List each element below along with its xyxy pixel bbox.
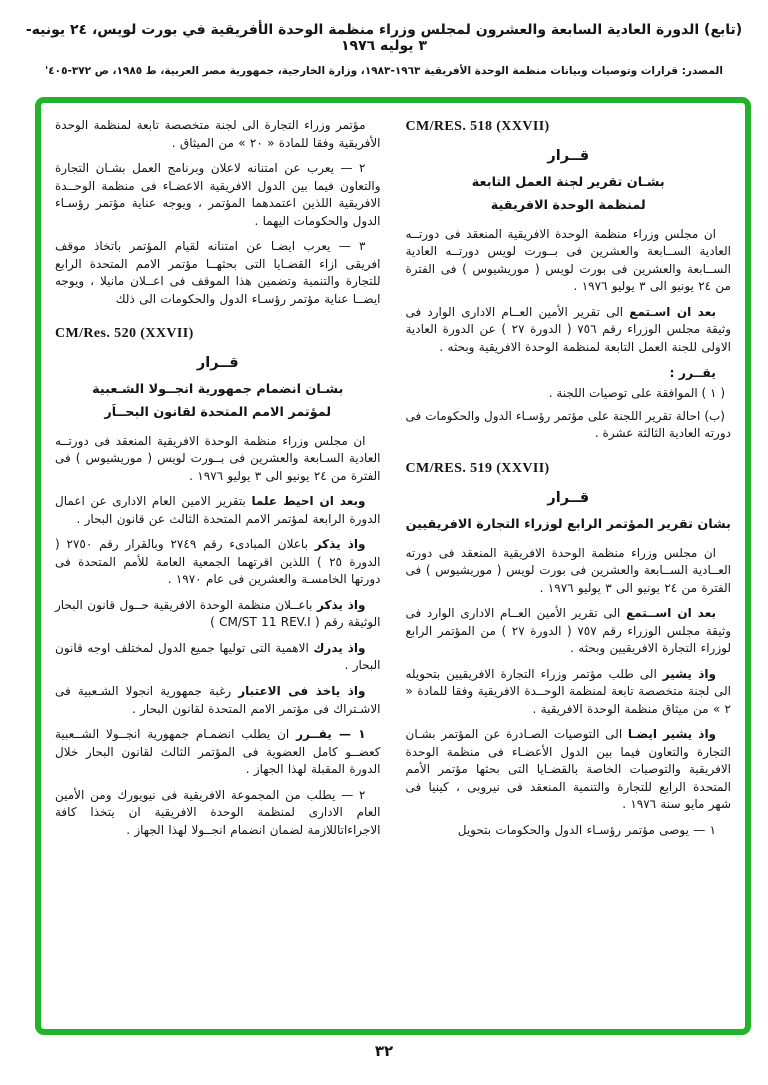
res518-report-rest: الى تقرير الأمين العــام الادارى الوارد فى وثيقة مجلس الوزراء رقم ٧٥٦ ( الدورة ٢٧ ) عن الدورة العادية الاولى للجنة العمل التابعة لمنظمة الوحدة الافريقية وبحثه . <box>405 304 731 354</box>
res519-preamble-paragraph: ان مجلس وزراء منظمة الوحدة الافريقية المنعقد فى دورته العــادية الســابعة والعشرين فى بورت لويس ( موريشيوس ) فى الفترة من ٢٤ يونيو الى ٣ يوليو ١٩٧٦ . <box>405 545 731 595</box>
res519-referring1-rest: الى طلب مؤتمر وزراء التجارة الافريقيين بتحويله الى لجنة متخصصة تابعة لمنظمة الوحــدة الافريقية وفقا للمادة « ٢ » من ميثاق منظمة الوحدة الافريقية . <box>405 666 731 716</box>
res519-referring2-lead: واذ يشير ايضـا <box>627 727 717 742</box>
column-right <box>406 115 732 1019</box>
res520-decide1-paragraph <box>55 726 381 779</box>
res518-preamble-paragraph: ان مجلس وزراء منظمة الوحدة الافريقية المنعقد فى دورتــه العادية الســابعة والعشرين فى بــورت لويس دورتــه العادية الســابعة والعشرين فى بورت لويس ( موريشيوس ) فى الفترة من ٢٤ يونيو الى ٣ يوليو ١٩٧٦ . <box>405 226 731 294</box>
res518-item-a: ( ١ ) الموافقة على توصيات اللجنة . <box>548 386 725 401</box>
res520-decide1-lead: ١ — يقــرر <box>296 727 366 742</box>
res520-recall2-rest: باعــلان منظمة الوحدة الافريقية حــول قانون البحار الوثيقة رقم ( CM/ST 11 REV.I ) <box>55 597 381 630</box>
res519-referring2-rest: الى التوصيات الصـادرة عن المؤتمر بشـان التجارة والتعاون فيما بين الدول الأعضـاء فى منظمة الوحدة الافريقية والتوصيات الخاصة بالقضـايا التى بحثها مؤتمر الأمم المتحدة الرابع للتجارة والتنمية المنعقد فى نيروبى ، كينيا فى شهر مايو سنة ١٩٧٦ . <box>405 727 731 812</box>
res520-title: قــرار <box>196 355 239 372</box>
page-number: ٣٢ <box>374 1042 394 1060</box>
res520-subtitle-block <box>55 380 381 423</box>
res518-title: قــرار <box>547 148 590 164</box>
page-header <box>20 22 748 77</box>
res520-recall2-paragraph <box>55 597 381 632</box>
res520-considering-lead: واذ ياخذ فى الاعتبار <box>238 684 366 698</box>
res520-decide1-rest: ان يطلب انضمـام جمهورية انجــولا الشــعبية كعضــو كامل العضوية فى المؤتمر الثالث لقانون البحار خلال الدورة المقبلة لهذا الجهاز . <box>55 727 381 777</box>
res519-report-paragraph <box>406 605 732 658</box>
two-column-layout <box>55 115 731 1019</box>
res519-item3-paragraph: ٣ — يعرب ايضـا عن امتنانه لقيام المؤتمر باتخاذ موقف افريقى ازاء القضـايا التى بحثهــا مؤتمر الامم المتحدة الرابع للتجارة والتنمية وتضمين هذا الموقف فى اعــلان مانيلا ، ويوجه ايضــا عناية مؤتمر رؤسـاء الدول والحكومات الى ذلك <box>55 239 381 306</box>
res520-recall1-rest: باعلان المبادىء رقم ٢٧٤٩ وبالقرار رقم ٢٧٥٠ ( الدورة ٢٥ ) اللذين اقرتهما الجمعية العامة للأمم المتحدة فى دورتها الخامسـة والعشرين فى عام ١٩٧٠ . <box>55 537 381 587</box>
res519-continuation-paragraph: مؤتمر وزراء التجارة الى لجنة متخصصة تابعة لمنظمة الوحدة الأفريقية وفقا للمادة « ٢٠ » من الميثاق . <box>55 118 381 150</box>
res520-recall1-lead: واذ يذكر <box>314 537 366 552</box>
res520-decide2-paragraph: ٢ — يطلب من المجموعة الافريقية فى نيويورك ومن الأمين العام الادارى لمنظمة الوحدة الافريقية ان يتخذا كافة الاجراءاتاللازمة لضمان انضمام انجــولا لهذا الجهاز . <box>55 787 381 837</box>
res520-aware-paragraph <box>55 640 381 675</box>
column-left <box>55 115 381 1019</box>
res518-subtitle-block <box>406 173 732 216</box>
res519-item2-paragraph: ٢ — يعرب عن امتنانه لاعلان وبرنامج العمل بشـان التجارة والتعاون فيما بين الدول الافريقية الاعضـاء فى منظمة الوحــدة الافريقية اللذين اعتمدهما المؤتمر ، ويوجه عناية مؤتمر رؤسـاء الدول والحكومات اليهما . <box>55 161 381 228</box>
res519-referring2-paragraph <box>406 726 732 814</box>
res520-recall1-paragraph <box>55 536 381 589</box>
source-citation: المصدر: قرارات وتوصيات وبيانات منظمة الوحدة الأفريقية ١٩٦٣-١٩٨٣، وزارة الخارجية، جمهورية مصر العربية، ط ١٩٨٥، ص ٣٧٢-٤٠٥' <box>45 65 723 77</box>
res518-code: CM/RES. 518 (XXVII) <box>405 119 550 134</box>
res519-subtitle-line1: بشان تقرير المؤتمر الرابع لوزراء التجارة الافريقيين <box>405 516 731 532</box>
res518-item-b: (ب) احالة تقرير اللجنة على مؤتمر رؤسـاء الدول والحكومات فى دورته العادية الثالثة عشرة . <box>405 408 731 441</box>
res519-title: قــرار <box>547 489 590 506</box>
res520-noted-paragraph <box>55 493 381 528</box>
res519-recommend-paragraph: ١ — يوصى مؤتمر رؤسـاء الدول والحكومات بتحويل <box>457 822 716 837</box>
res518-decides-label: يقــرر : <box>669 365 716 381</box>
res520-recall2-lead: واذ يذكر <box>317 597 366 612</box>
res520-considering-rest: رغبة جمهورية انجولا الشـعبية فى الاشـتراك فى مؤتمر الامم المتحدة لقانون البحار . <box>55 684 381 716</box>
session-title: (تابع) الدورة العادية السابعة والعشرون لمجلس وزراء منظمة الوحدة الأفريقية في بورت لويس، ٢٤ يونيه- ٣ يوليه ١٩٧٦ <box>25 22 743 54</box>
document-frame <box>35 97 751 1035</box>
res520-aware-rest: الاهمية التى توليها جميع الدول لمختلف اوجه قانون البحار . <box>55 640 381 673</box>
res519-report-lead: بعد ان اســتمع <box>626 606 717 621</box>
res518-report-paragraph <box>406 304 732 357</box>
res520-aware-lead: واذ يدرك <box>313 640 366 655</box>
res520-subtitle-line1: بشـان انضمام جمهورية انجــولا الشـعبية <box>92 382 344 398</box>
res519-referring1-lead: واذ يشير <box>662 666 716 681</box>
res518-subtitle-line2: لمنظمة الوحدة الافريقية <box>490 197 646 213</box>
res520-considering-paragraph <box>55 683 381 718</box>
res520-code: CM/Res. 520 (XXVII) <box>55 326 194 342</box>
res519-subtitle-block <box>406 515 732 535</box>
res519-code: CM/RES. 519 (XXVII) <box>405 460 550 476</box>
res520-subtitle-line2: لمؤتمر الامم المتحدة لقانون البحــاَر <box>104 404 332 420</box>
res519-referring1-paragraph <box>406 666 732 719</box>
res519-report-rest: الى تقرير الأمين العــام الادارى الوارد فى وثيقة مجلس الوزراء رقم ٧٥٧ ( الدورة ٢٧ ) من المؤتمر الرابع لوزراء التجارة الافريقيين وبحثه . <box>405 606 731 656</box>
res518-subtitle-line1: بشـان تقرير لجنة العمل التابعة <box>471 175 665 190</box>
res520-noted-rest: بتقرير الامين العام الادارى عن اعمال الدورة الرابعة لمؤتمر الامم المتحدة الثالث عن قانون البحار . <box>55 494 381 526</box>
res518-report-lead: بعد ان اسـتمع <box>629 304 717 319</box>
res520-preamble-paragraph: ان مجلس وزراء منظمة الوحدة الافريقية المنعقد فى دورتــه العادية السـابعة والعشرين فى بــورت لويس ( موريشيوس ) فى الفترة من ٢٤ يونيو الى ٣ يوليو ١٩٧٦ . <box>55 433 381 483</box>
res520-noted-lead: وبعد ان احيط علما <box>251 494 366 509</box>
